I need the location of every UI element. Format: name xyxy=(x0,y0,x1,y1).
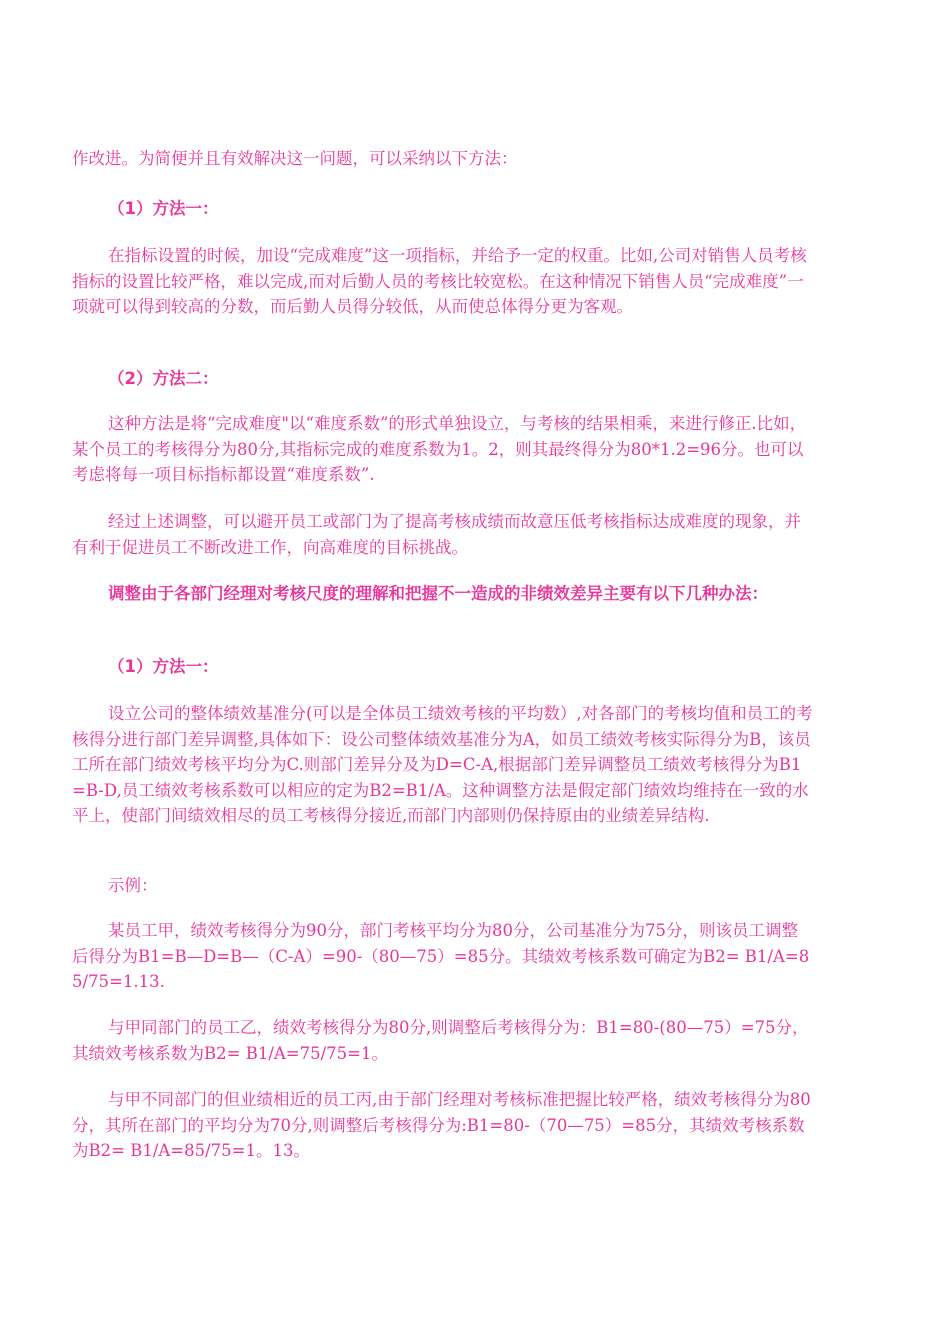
heading-method-1b: （1）方法一： xyxy=(108,657,219,676)
paragraph-intro: 作改进。为简便并且有效解决这一问题，可以采纳以下方法： xyxy=(72,149,518,168)
example-employee-b: 与甲同部门的员工乙，绩效考核得分为80分,则调整后考核得分为：B1=80-(80—75）=75分，其绩效考核系数为B2= B1/A=75/75=1。 xyxy=(72,1018,809,1063)
heading-method-2: （2）方法二： xyxy=(108,369,219,388)
paragraph-method-2: 这种方法是将“完成难度"以“难度系数”的形式单独设立，与考核的结果相乘，来进行修正.比如，某个员工的考核得分为80分,其指标完成的难度系数为1。2，则其最终得分为80*1.2=96分。也可以考虑将每一项目标指标都设置“难度系数”. xyxy=(72,414,807,484)
example-employee-a: 某员工甲，绩效考核得分为90分，部门考核平均分为80分，公司基准分为75分，则该员工调整后得分为B1=B—D=B—（C-A）=90-（80—75）=85分。其绩效考核系数可确定为B2= B1/A=85/75=1.13. xyxy=(72,921,810,991)
paragraph-method-1: 在指标设置的时候，加设“完成难度”这一项指标，并给予一定的权重。比如,公司对销售人员考核指标的设置比较严格，难以完成,而对后勤人员的考核比较宽松。在这种情况下销售人员“完成难度”一项就可以得到较高的分数，而后勤人员得分较低，从而使总体得分更为客观。 xyxy=(72,246,807,316)
example-label: 示例： xyxy=(108,876,158,895)
section-heading: 调整由于各部门经理对考核尺度的理解和把握不一造成的非绩效差异主要有以下几种办法： xyxy=(108,584,768,603)
paragraph-baseline: 设立公司的整体绩效基准分(可以是全体员工绩效考核的平均数）,对各部门的考核均值和员工的考核得分进行部门差异调整,具体如下：设公司整体绩效基准分为A，如员工绩效考核实际得分为B，该员工所在部门绩效考核平均分为C.则部门差异分及为D=C-A,根据部门差异调整员工绩效考核得分为B1=B-D,员工绩效考核系数可以相应的定为B2=B1/A。这种调整方法是假定部门绩效均维持在一致的水平上，使部门间绩效相尽的员工考核得分接近,而部门内部则仍保持原由的业绩差异结构. xyxy=(72,704,813,825)
heading-method-1: （1）方法一： xyxy=(108,199,219,218)
example-employee-c: 与甲不同部门的但业绩相近的员工丙,由于部门经理对考核标准把握比较严格，绩效考核得分为80分，其所在部门的平均分为70分,则调整后考核得分为:B1=80-（70—75）=85分，其绩效考核系数为B2= B1/A=85/75=1。13。 xyxy=(72,1090,811,1160)
paragraph-adjustment: 经过上述调整，可以避开员工或部门为了提高考核成绩而故意压低考核指标达成难度的现象，并有利于促进员工不断改进工作，向高难度的目标挑战。 xyxy=(72,512,801,557)
